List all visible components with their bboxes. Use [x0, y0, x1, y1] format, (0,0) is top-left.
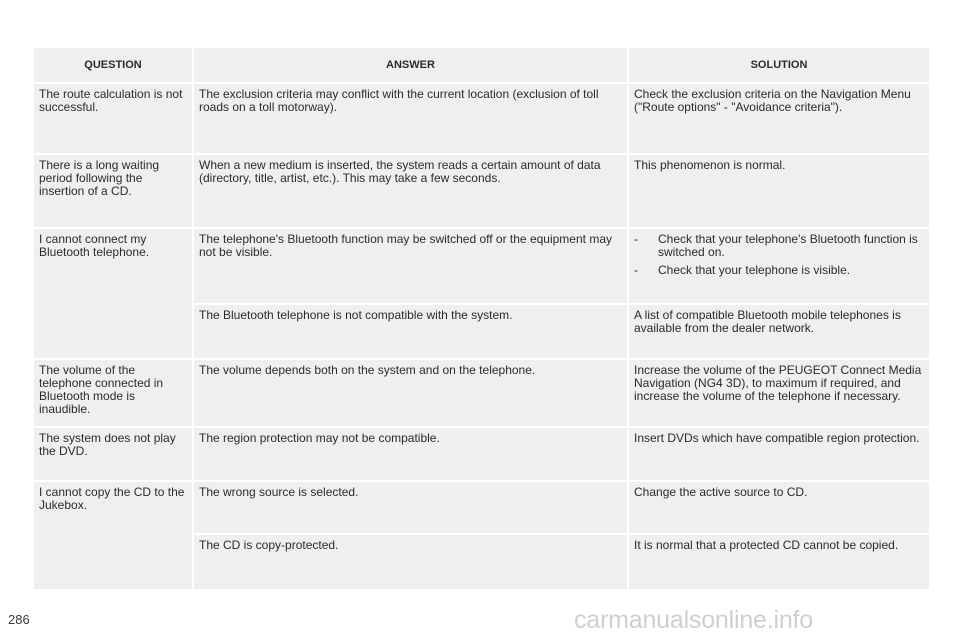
- question-cell: I cannot connect my Bluetooth telephone.: [33, 228, 193, 360]
- solution-cell: Check the exclusion criteria on the Navigation Menu ("Route options" - "Avoidance criteria").: [628, 83, 930, 154]
- list-item-text: Check that your telephone's Bluetooth function is switched on.: [658, 231, 918, 259]
- table-row: [33, 154, 930, 228]
- watermark-text: carmanualsonline.info: [574, 606, 814, 634]
- list-item: [634, 264, 923, 277]
- answer-cell: The Bluetooth telephone is not compatible with the system.: [193, 304, 628, 360]
- faq-table: [32, 46, 931, 591]
- question-cell: I cannot copy the CD to the Jukebox.: [33, 481, 193, 590]
- table-row: [33, 359, 930, 427]
- answer-cell: The exclusion criteria may conflict with the current location (exclusion of toll roads on a toll motorway).: [193, 83, 628, 154]
- solution-cell: A list of compatible Bluetooth mobile telephones is available from the dealer network.: [628, 304, 930, 360]
- question-cell: The route calculation is not successful.: [33, 83, 193, 154]
- list-item: [634, 233, 923, 259]
- header-question: QUESTION: [33, 47, 193, 83]
- table-row: [33, 481, 930, 535]
- answer-cell: The volume depends both on the system and on the telephone.: [193, 359, 628, 427]
- question-cell: There is a long waiting period following the insertion of a CD.: [33, 154, 193, 228]
- solution-cell: It is normal that a protected CD cannot be copied.: [628, 534, 930, 590]
- solution-cell: [628, 228, 930, 304]
- solution-cell: Increase the volume of the PEUGEOT Connect Media Navigation (NG4 3D), to maximum if required, and increase the volume of the telephone if necessary.: [628, 359, 930, 427]
- answer-cell: The telephone's Bluetooth function may be switched off or the equipment may not be visible.: [193, 228, 628, 304]
- answer-cell: The wrong source is selected.: [193, 481, 628, 535]
- answer-cell: The CD is copy-protected.: [193, 534, 628, 590]
- list-dash: -: [634, 262, 638, 277]
- solution-list: [634, 233, 923, 277]
- table-row: [33, 228, 930, 304]
- list-item-text: Check that your telephone is visible.: [658, 262, 851, 277]
- solution-cell: Change the active source to CD.: [628, 481, 930, 535]
- answer-cell: The region protection may not be compatible.: [193, 427, 628, 481]
- header-solution: SOLUTION: [628, 47, 930, 83]
- question-cell: The volume of the telephone connected in Bluetooth mode is inaudible.: [33, 359, 193, 427]
- solution-cell: Insert DVDs which have compatible region protection.: [628, 427, 930, 481]
- header-row: [33, 47, 930, 83]
- page-number: 286: [8, 612, 30, 627]
- header-answer: ANSWER: [193, 47, 628, 83]
- table-row: [33, 427, 930, 481]
- answer-cell: When a new medium is inserted, the system reads a certain amount of data (directory, title, artist, etc.). This may take a few seconds.: [193, 154, 628, 228]
- list-dash: -: [634, 231, 638, 246]
- question-cell: The system does not play the DVD.: [33, 427, 193, 481]
- solution-cell: This phenomenon is normal.: [628, 154, 930, 228]
- table-row: [33, 83, 930, 154]
